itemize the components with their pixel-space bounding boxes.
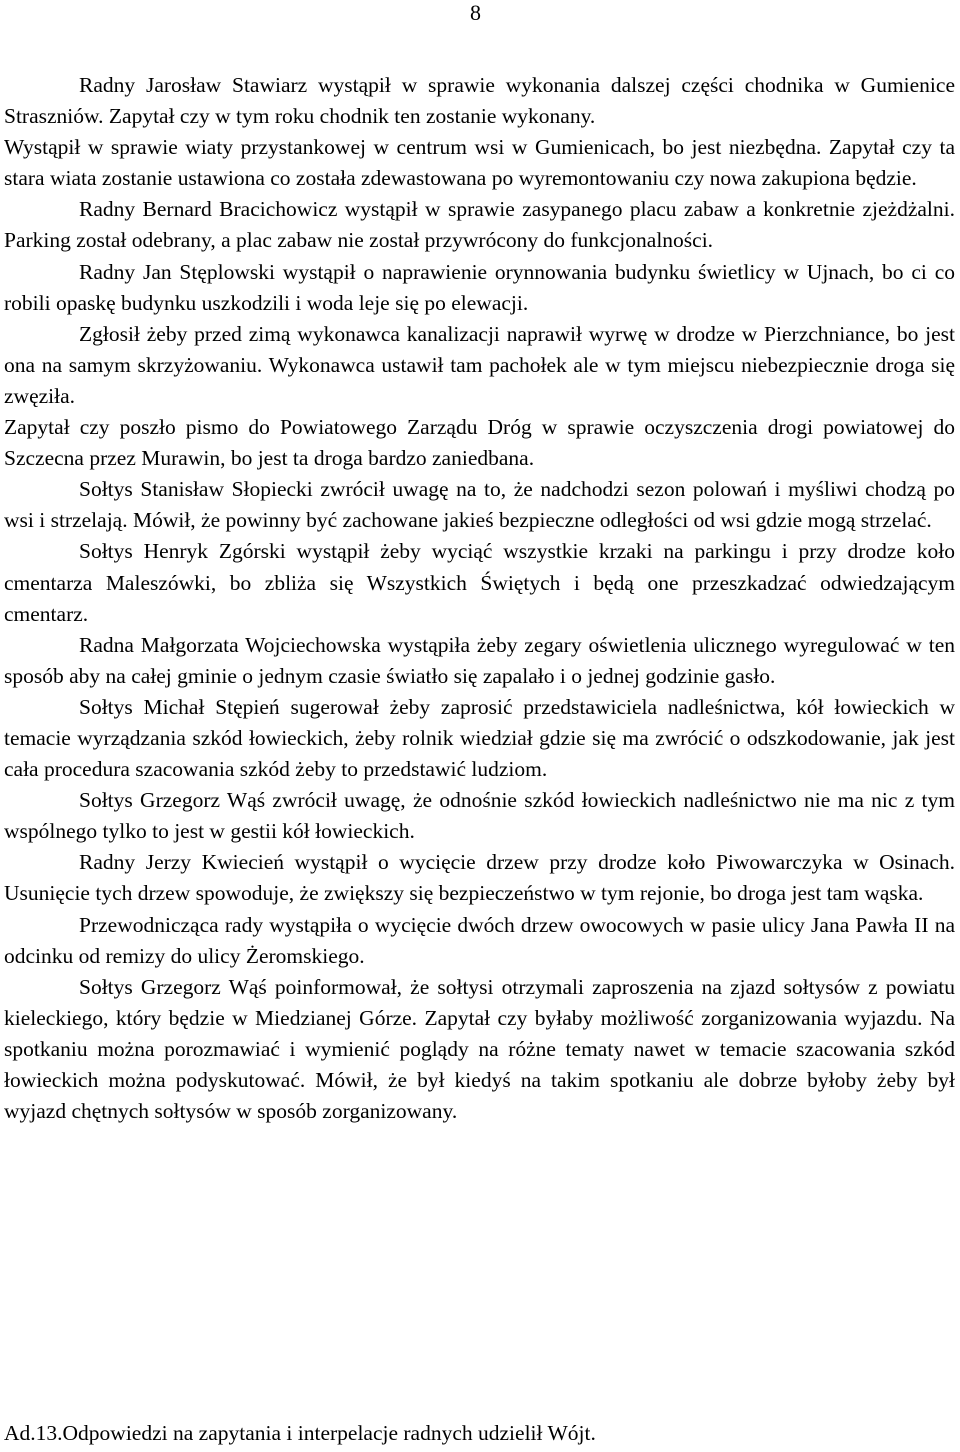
paragraph-4: Radny Jan Stęplowski wystąpił o naprawienie orynnowania budynku świetlicy w Ujnach, bo ci co robili opaskę budynku uszkodzili i woda leje się po elewacji. (4, 259, 955, 315)
paragraph-8: Sołtys Henryk Zgórski wystąpił żeby wyciąć wszystkie krzaki na parkingu i przy drodze koło cmentarza Maleszówki, bo zbliża się Wszystkich Świętych i będą one przeszkadzać odwiedzającym cmentarz. (4, 539, 955, 626)
paragraph-5: Zgłosił żeby przed zimą wykonawca kanalizacji naprawił wyrwę w drodze w Pierzchniance, bo jest ona na samym skrzyżowaniu. Wykonawca ustawił tam pachołek ale w tym miejscu niebezpiecznie droga się zwęziła. (4, 321, 955, 408)
paragraph-13: Przewodnicząca rady wystąpiła o wycięcie dwóch drzew owocowych w pasie ulicy Jana Pawła II na odcinku od remizy do ulicy Żeromskiego. (4, 912, 955, 968)
paragraph-10: Sołtys Michał Stępień sugerował żeby zaprosić przedstawiciela nadleśnictwa, kół łowieckich w temacie wyrządzania szkód łowieckich, żeby rolnik wiedział gdzie się ma zwrócić o odszkodowanie, jak jest cała procedura szacowania szkód żeby to przedstawić ludziom. (4, 694, 955, 782)
document-body (4, 70, 955, 1127)
paragraph-9: Radna Małgorzata Wojciechowska wystąpiła żeby zegary oświetlenia ulicznego wyregulować w ten sposób aby na całej gminie o jednym czasie światło się zapalało i o jednej godzinie gasło. (4, 632, 955, 688)
paragraph-3: Radny Bernard Bracichowicz wystąpił w sprawie zasypanego placu zabaw a konkretnie zjeżdżalni. Parking został odebrany, a plac zabaw nie został przywrócony do funkcjonalności. (4, 197, 955, 253)
paragraph-1: Radny Jarosław Stawiarz wystąpił w sprawie wykonania dalszej części chodnika w Gumienice Straszniów. Zapytał czy w tym roku chodnik ten zostanie wykonany. (4, 73, 955, 129)
agenda-item-heading: Ad.13.Odpowiedzi na zapytania i interpelacje radnych udzielił Wójt. (4, 1421, 596, 1445)
paragraph-6: Zapytał czy poszło pismo do Powiatowego Zarządu Dróg w sprawie oczyszczenia drogi powiatowej do Szczecna przez Murawin, bo jest ta droga bardzo zaniedbana. (4, 415, 955, 471)
paragraph-7: Sołtys Stanisław Słopiecki zwrócił uwagę na to, że nadchodzi sezon polowań i myśliwi chodzą po wsi i strzelają. Mówił, że powinny być zachowane jakieś bezpieczne odległości od wsi gdzie mogą strzelać. (4, 477, 955, 533)
paragraph-14: Sołtys Grzegorz Wąś poinformował, że sołtysi otrzymali zaproszenia na zjazd sołtysów z powiatu kieleckiego, który będzie w Miedzianej Górze. Zapytał czy byłaby możliwość zorganizowania wyjazdu. Na spotkaniu można porozmawiać i wymienić poglądy na różne tematy nawet w temacie szacowania szkód łowieckich można podyskutować. Mówił, że był kiedyś na takim spotkaniu ale dobrze byłoby żeby był wyjazd chętnych sołtysów w sposób zorganizowany. (4, 974, 955, 1124)
paragraph-2: Wystąpił w sprawie wiaty przystankowej w centrum wsi w Gumienicach, bo jest niezbędna. Zapytał czy ta stara wiata zostanie ustawiona co została zdewastowana po wyremontowaniu czy nowa zakupiona będzie. (4, 135, 955, 191)
paragraph-12: Radny Jerzy Kwiecień wystąpił o wycięcie drzew przy drodze koło Piwowarczyka w Osinach. Usunięcie tych drzew spowoduje, że zwiększy się bezpieczeństwo w tym rejonie, bo droga jest tam wąska. (4, 850, 955, 906)
paragraph-11: Sołtys Grzegorz Wąś zwrócił uwagę, że odnośnie szkód łowieckich nadleśnictwo nie ma nic z tym wspólnego tylko to jest w gestii kół łowieckich. (4, 788, 955, 844)
page-number: 8 (470, 0, 481, 25)
